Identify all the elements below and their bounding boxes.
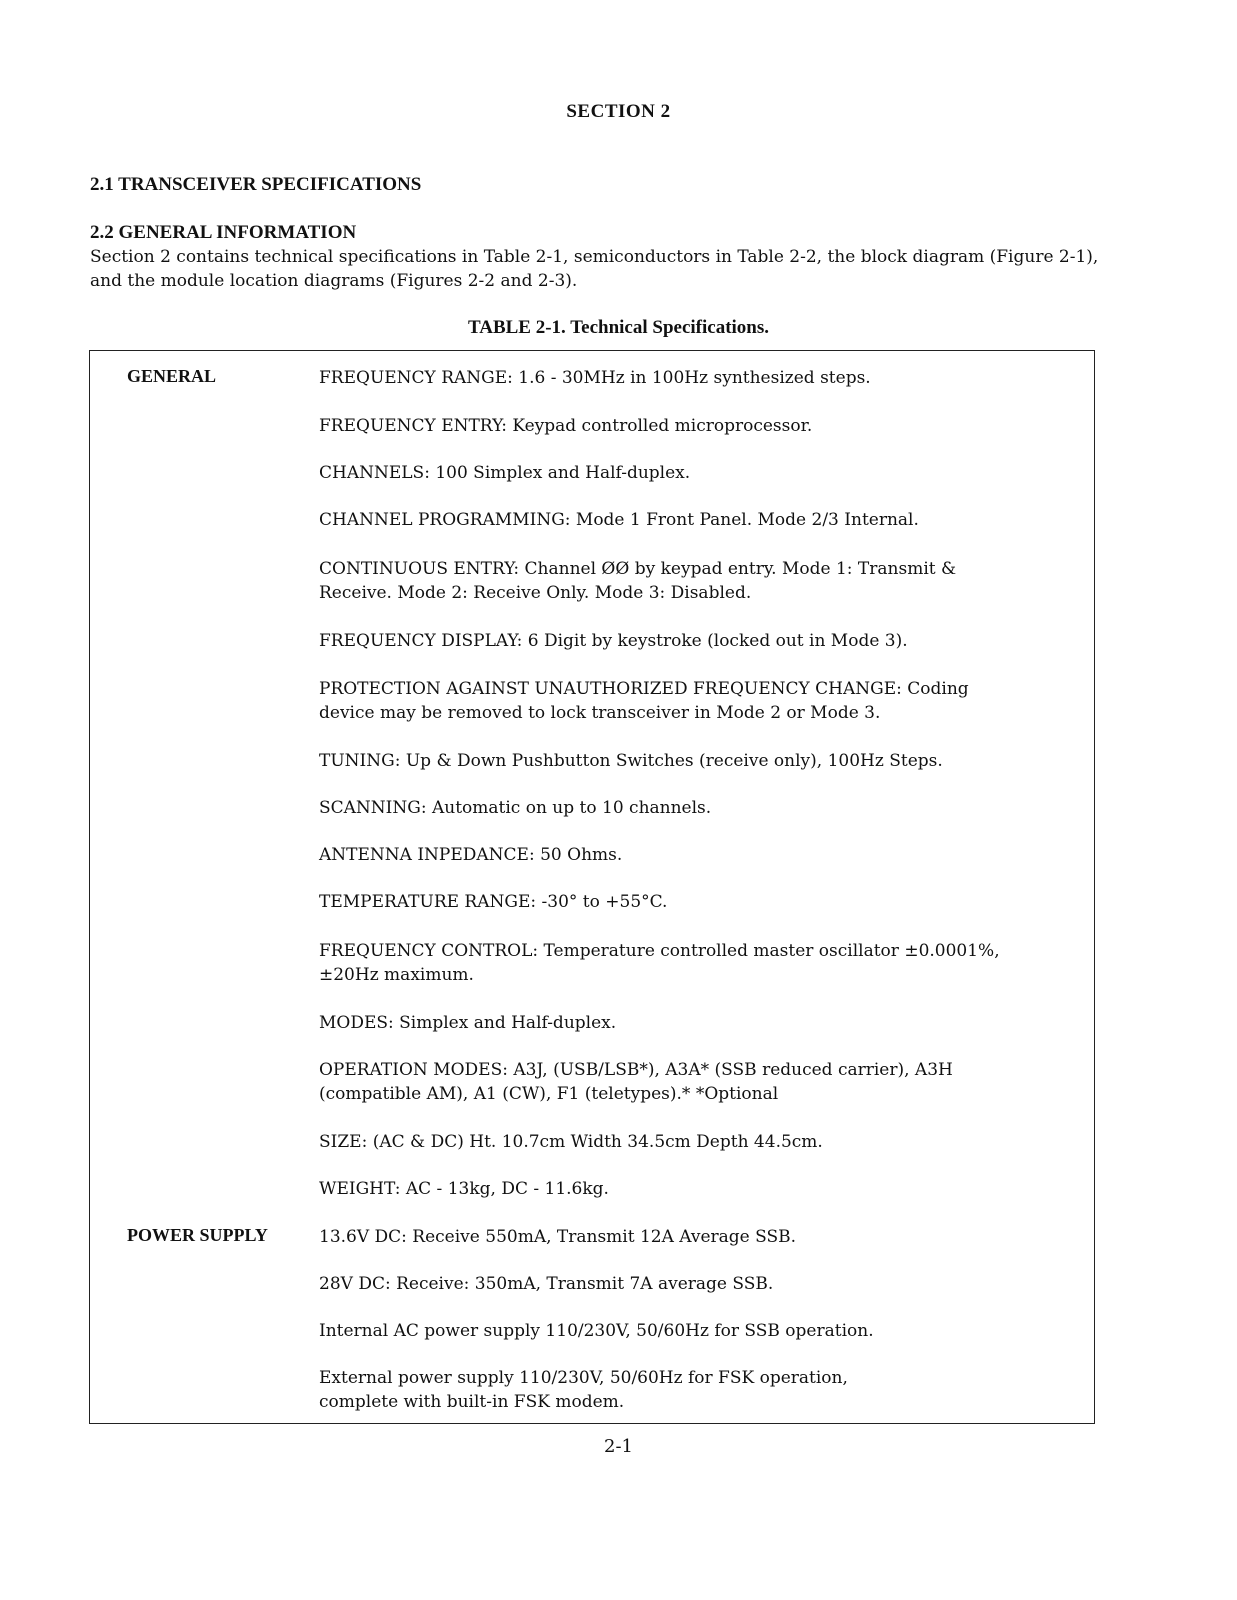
spec-channel-programming: CHANNEL PROGRAMMING: Mode 1 Front Panel. Mode 2/3 Internal. — [319, 510, 919, 530]
spec-frequency-display: FREQUENCY DISPLAY: 6 Digit by keystroke (locked out in Mode 3). — [319, 631, 908, 651]
spec-channels: CHANNELS: 100 Simplex and Half-duplex. — [319, 463, 691, 483]
category-general: GENERAL — [127, 366, 217, 386]
spec-external-supply: External power supply 110/230V, 50/60Hz for FSK operation, complete with built-in FSK modem. — [319, 1368, 848, 1412]
spec-continuous-entry: CONTINUOUS ENTRY: Channel ØØ by keypad entry. Mode 1: Transmit & Receive. Mode 2: Receive Only. Mode 3: Disabled. — [319, 559, 957, 603]
spec-operation-modes: OPERATION MODES: A3J, (USB/LSB*), A3A* (SSB reduced carrier), A3H (compatible AM), A1 (CW), F1 (teletypes).* *Optional — [319, 1060, 953, 1104]
spec-frequency-control: FREQUENCY CONTROL: Temperature controlled master oscillator ±0.0001%, ±20Hz maximum. — [319, 941, 1000, 985]
spec-modes: MODES: Simplex and Half-duplex. — [319, 1013, 617, 1033]
spec-frequency-range: FREQUENCY RANGE: 1.6 - 30MHz in 100Hz synthesized steps. — [319, 368, 871, 388]
spec-frequency-entry: FREQUENCY ENTRY: Keypad controlled microprocessor. — [319, 416, 813, 436]
spec-tuning: TUNING: Up & Down Pushbutton Switches (receive only), 100Hz Steps. — [319, 751, 943, 771]
heading-general-information: 2.2 GENERAL INFORMATION — [90, 222, 357, 243]
spec-internal-ac: Internal AC power supply 110/230V, 50/60Hz for SSB operation. — [319, 1321, 874, 1341]
intro-paragraph: Section 2 contains technical specifications in Table 2-1, semiconductors in Table 2-2, the block diagram (Figure 2-1), and the module location diagrams (Figures 2-2 and 2-3). — [90, 247, 1099, 291]
spec-temperature-range: TEMPERATURE RANGE: -30° to +55°C. — [319, 892, 668, 912]
spec-13v-dc: 13.6V DC: Receive 550mA, Transmit 12A Average SSB. — [319, 1227, 797, 1247]
spec-28v-dc: 28V DC: Receive: 350mA, Transmit 7A average SSB. — [319, 1274, 774, 1294]
spec-antenna-impedance: ANTENNA INPEDANCE: 50 Ohms. — [319, 845, 623, 865]
spec-protection: PROTECTION AGAINST UNAUTHORIZED FREQUENCY CHANGE: Coding device may be removed to lock transceiver in Mode 2 or Mode 3. — [319, 679, 969, 723]
heading-transceiver-specifications: 2.1 TRANSCEIVER SPECIFICATIONS — [90, 174, 422, 195]
category-power-supply: POWER SUPPLY — [127, 1225, 268, 1245]
spec-size: SIZE: (AC & DC) Ht. 10.7cm Width 34.5cm Depth 44.5cm. — [319, 1132, 823, 1152]
section-title: SECTION 2 — [566, 101, 671, 122]
table-title: TABLE 2-1. Technical Specifications. — [467, 317, 770, 338]
page-number: 2-1 — [604, 1436, 633, 1457]
spec-weight: WEIGHT: AC - 13kg, DC - 11.6kg. — [319, 1179, 609, 1199]
spec-scanning: SCANNING: Automatic on up to 10 channels. — [319, 798, 712, 818]
